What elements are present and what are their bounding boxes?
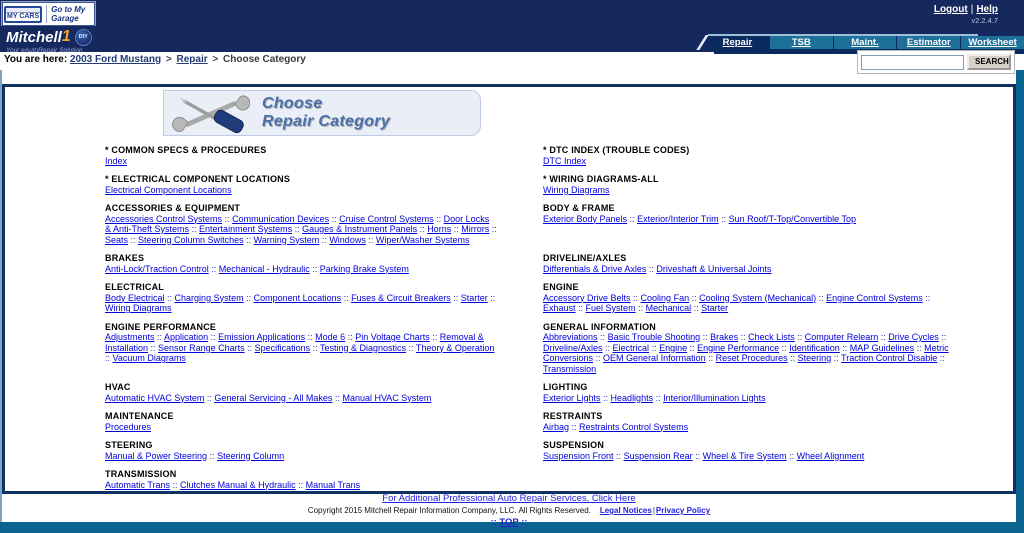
link-separator: :: bbox=[319, 234, 330, 245]
tab-tsb[interactable]: TSB bbox=[769, 36, 833, 49]
link-separator: :: bbox=[406, 342, 416, 353]
link-separator: :: bbox=[692, 450, 703, 461]
category-link[interactable]: Engine Performance bbox=[697, 342, 780, 353]
link-separator: :: bbox=[831, 353, 842, 363]
main-tab-bar bbox=[706, 36, 1024, 49]
category-link[interactable]: Component Locations bbox=[253, 292, 342, 303]
category-link[interactable]: Adjustments bbox=[105, 332, 155, 342]
category-link[interactable]: Wiring Diagrams bbox=[543, 184, 610, 195]
category-link[interactable]: DTC Index bbox=[543, 155, 587, 166]
privacy-policy-link[interactable]: Privacy Policy bbox=[655, 506, 711, 515]
category-link[interactable]: Wheel Alignment bbox=[796, 450, 865, 461]
link-separator: :: bbox=[787, 353, 798, 363]
category-link[interactable]: Clutches Manual & Hydraulic bbox=[180, 479, 296, 490]
category-links bbox=[105, 264, 497, 275]
category-link[interactable]: Metric Conversions bbox=[543, 342, 949, 363]
link-separator: :: bbox=[569, 421, 580, 432]
category-link[interactable]: Gauges & Instrument Panels bbox=[302, 224, 418, 234]
link-separator: :: bbox=[417, 224, 428, 234]
link-separator: :: bbox=[148, 342, 159, 353]
category-grid bbox=[105, 145, 955, 490]
category-link[interactable]: Emission Applications bbox=[218, 332, 306, 342]
category-link[interactable]: Abbreviations bbox=[543, 332, 598, 342]
garage-button-label: Go to My Garage bbox=[46, 5, 91, 23]
footer-copyright-line bbox=[2, 506, 1016, 515]
session-links bbox=[934, 4, 998, 15]
tab-repair[interactable]: Repair bbox=[706, 36, 769, 49]
category-link[interactable]: Identification bbox=[789, 342, 840, 353]
category-cell bbox=[105, 382, 497, 403]
link-separator: :: bbox=[305, 332, 316, 342]
link-separator: :: bbox=[630, 292, 641, 303]
category-links bbox=[105, 214, 497, 246]
category-link[interactable]: Pin Voltage Charts bbox=[355, 332, 430, 342]
link-separator: :: bbox=[292, 224, 303, 234]
link-separator: :: bbox=[597, 332, 608, 342]
search-button[interactable]: SEARCH bbox=[967, 54, 1011, 70]
category-links bbox=[105, 480, 497, 491]
category-link[interactable]: Warning System bbox=[253, 234, 320, 245]
help-link[interactable]: Help bbox=[976, 4, 998, 15]
link-separator: :: bbox=[839, 342, 850, 353]
category-link[interactable]: Seats bbox=[105, 234, 129, 245]
link-separator: :: bbox=[450, 292, 461, 303]
category-link[interactable]: Testing & Diagnostics bbox=[319, 342, 407, 353]
globe-diy-icon: DIY bbox=[75, 29, 92, 46]
category-link[interactable]: Suspension Front bbox=[543, 450, 614, 461]
my-cars-label: MY CARS bbox=[7, 12, 40, 20]
category-link[interactable]: Accessories Control Systems bbox=[105, 213, 223, 224]
category-link[interactable]: Accessory Drive Belts bbox=[543, 292, 631, 303]
link-separator: :: bbox=[635, 303, 646, 313]
category-link[interactable]: Procedures bbox=[105, 421, 152, 432]
breadcrumb bbox=[4, 54, 306, 65]
category-link[interactable]: Driveline/Axles bbox=[543, 342, 603, 353]
category-links bbox=[543, 422, 955, 433]
category-link[interactable]: Automatic Trans bbox=[105, 479, 171, 490]
link-separator: :: bbox=[779, 342, 790, 353]
breadcrumb-repair-link[interactable]: Repair bbox=[176, 54, 208, 65]
category-link[interactable]: Index bbox=[105, 155, 128, 166]
category-link[interactable]: Mechanical - Hydraulic bbox=[218, 263, 310, 274]
brand-tagline: Your eAutoRepair Solution bbox=[6, 47, 83, 54]
link-separator: :: bbox=[738, 332, 749, 342]
category-link[interactable]: Specifications bbox=[254, 342, 311, 353]
category-cell bbox=[543, 174, 955, 195]
category-link[interactable]: Body Electrical bbox=[105, 292, 165, 303]
category-link[interactable]: Anti-Lock/Traction Control bbox=[105, 263, 209, 274]
category-heading: BODY & FRAME bbox=[543, 203, 615, 213]
link-separator: :: bbox=[922, 292, 931, 303]
category-link[interactable]: Sensor Range Charts bbox=[158, 342, 245, 353]
link-separator: :: bbox=[718, 213, 729, 224]
tab-estimator[interactable]: Estimator bbox=[896, 36, 960, 49]
category-cell bbox=[105, 203, 497, 245]
link-separator: :: bbox=[243, 234, 254, 245]
page-title-line1: Choose bbox=[262, 95, 323, 112]
category-link[interactable]: Mirrors bbox=[461, 224, 490, 234]
category-heading: RESTRAINTS bbox=[543, 411, 603, 421]
category-link[interactable]: Restraints Control Systems bbox=[579, 421, 689, 432]
category-links bbox=[543, 185, 955, 196]
link-separator: :: bbox=[687, 342, 698, 353]
category-link[interactable]: Engine bbox=[659, 342, 688, 353]
category-heading: ACCESSORIES & EQUIPMENT bbox=[105, 203, 241, 213]
category-cell bbox=[543, 253, 955, 274]
category-heading: LIGHTING bbox=[543, 382, 588, 392]
category-heading: GENERAL INFORMATION bbox=[543, 321, 656, 332]
link-separator: :: bbox=[189, 224, 200, 234]
category-link[interactable]: Wiper/Washer Systems bbox=[375, 234, 470, 245]
category-links bbox=[105, 185, 497, 196]
link-separator: :: bbox=[489, 224, 497, 234]
mitchell1-logo bbox=[6, 28, 92, 54]
category-link[interactable]: Application bbox=[164, 332, 209, 342]
link-separator: :: bbox=[602, 342, 613, 353]
category-link[interactable]: General Servicing - All Makes bbox=[214, 392, 333, 403]
category-links bbox=[105, 393, 497, 404]
breadcrumb-separator: > bbox=[212, 54, 219, 65]
link-separator: :: bbox=[451, 224, 462, 234]
category-link[interactable]: Exterior/Interior Trim bbox=[637, 213, 719, 224]
crossed-tools-icon bbox=[172, 93, 250, 133]
link-separator: :: bbox=[914, 342, 925, 353]
category-link[interactable]: Vacuum Diagrams bbox=[112, 353, 186, 363]
my-cars-plate-icon bbox=[4, 6, 42, 23]
category-links bbox=[543, 214, 955, 225]
category-link[interactable]: Differentials & Drive Axles bbox=[543, 263, 647, 274]
category-link[interactable]: Removal & Installation bbox=[105, 332, 484, 353]
category-heading: ELECTRICAL bbox=[105, 282, 164, 292]
link-separator: :: bbox=[429, 332, 440, 342]
link-separator: :: bbox=[487, 292, 496, 303]
search-box bbox=[857, 50, 1015, 74]
category-link[interactable]: Parking Brake System bbox=[319, 263, 409, 274]
copyright-text: Copyright 2015 Mitchell Repair Information Company, LLC. All Rights Reserved. bbox=[307, 506, 591, 515]
category-link[interactable]: Communication Devices bbox=[232, 213, 330, 224]
category-cell bbox=[543, 440, 955, 461]
category-heading: * DTC INDEX (TROUBLE CODES) bbox=[543, 145, 690, 155]
category-link[interactable]: Steering bbox=[797, 353, 832, 363]
link-separator: :: bbox=[700, 332, 711, 342]
brand-one: 1 bbox=[61, 28, 71, 45]
category-links bbox=[105, 422, 497, 433]
category-link[interactable]: Suspension Rear bbox=[623, 450, 693, 461]
category-links bbox=[543, 451, 955, 462]
category-links bbox=[543, 156, 955, 167]
category-cell bbox=[543, 469, 955, 490]
breadcrumb-current-page: Choose Category bbox=[223, 54, 306, 65]
category-link[interactable]: Cooling Fan bbox=[640, 292, 690, 303]
page-right-frame bbox=[1016, 70, 1024, 533]
link-separator: :: bbox=[794, 332, 805, 342]
footer bbox=[2, 493, 1016, 528]
category-link[interactable]: Wheel & Tire System bbox=[702, 450, 787, 461]
category-cell bbox=[105, 253, 497, 274]
category-cell bbox=[105, 322, 497, 375]
category-link[interactable]: MAP Guidelines bbox=[849, 342, 915, 353]
link-separator: :: bbox=[208, 263, 219, 274]
category-heading: * ELECTRICAL COMPONENT LOCATIONS bbox=[105, 174, 291, 184]
category-cell bbox=[543, 322, 955, 375]
category-link[interactable]: Steering Column Switches bbox=[138, 234, 244, 245]
link-separator: :: bbox=[243, 292, 254, 303]
category-link[interactable]: Steering Column bbox=[217, 450, 285, 461]
category-link[interactable]: Starter bbox=[701, 303, 729, 313]
category-heading: MAINTENANCE bbox=[105, 411, 174, 421]
category-heading: HVAC bbox=[105, 382, 131, 392]
category-link[interactable]: OEM General Information bbox=[603, 353, 706, 363]
category-link[interactable]: Check Lists bbox=[748, 332, 795, 342]
link-separator: :: bbox=[705, 353, 716, 363]
link-separator: :: bbox=[937, 353, 945, 363]
category-heading: SUSPENSION bbox=[543, 440, 605, 450]
category-heading: * COMMON SPECS & PROCEDURES bbox=[105, 145, 267, 155]
link-separator: :: bbox=[164, 292, 175, 303]
category-link[interactable]: Exhaust bbox=[543, 303, 576, 313]
link-separator: :: bbox=[345, 332, 356, 342]
link-separator: :: bbox=[329, 213, 340, 224]
main-content-panel bbox=[2, 84, 1016, 494]
category-links bbox=[105, 156, 497, 167]
category-heading: TRANSMISSION bbox=[105, 469, 177, 479]
link-separator: :: bbox=[613, 450, 624, 461]
category-link[interactable]: Exterior Body Panels bbox=[543, 213, 628, 224]
category-links bbox=[543, 393, 955, 404]
category-links bbox=[543, 264, 955, 275]
category-cell bbox=[543, 282, 955, 314]
category-link[interactable]: Manual & Power Steering bbox=[105, 450, 208, 461]
category-heading: STEERING bbox=[105, 440, 153, 450]
category-link[interactable]: Interior/Illumination Lights bbox=[663, 392, 766, 403]
category-link[interactable]: Computer Relearn bbox=[804, 332, 879, 342]
category-link[interactable]: Automatic HVAC System bbox=[105, 392, 205, 403]
category-cell bbox=[105, 469, 497, 490]
link-separator: :: bbox=[786, 450, 797, 461]
page-title bbox=[262, 95, 390, 131]
top-header-bar bbox=[0, 0, 1024, 26]
link-separator: :: bbox=[341, 292, 352, 303]
link-separator: :: bbox=[207, 450, 218, 461]
category-links bbox=[105, 451, 497, 462]
top-link[interactable]: TOP bbox=[499, 517, 519, 528]
breadcrumb-prefix: You are here: bbox=[4, 54, 68, 65]
tabstrip-accent-line bbox=[708, 34, 978, 36]
category-heading: ENGINE PERFORMANCE bbox=[105, 321, 217, 332]
category-link[interactable]: Electrical Component Locations bbox=[105, 184, 232, 195]
link-separator: :: bbox=[128, 234, 139, 245]
link-separator: :: bbox=[646, 263, 657, 274]
link-separator: :: bbox=[691, 303, 702, 313]
category-link[interactable]: Starter bbox=[460, 292, 488, 303]
category-link[interactable]: Mode 6 bbox=[315, 332, 346, 342]
tab-worksheet[interactable]: Worksheet bbox=[960, 36, 1024, 49]
category-link[interactable]: Transmission bbox=[543, 363, 597, 374]
link-separator: :: bbox=[154, 332, 165, 342]
category-link[interactable]: Fuses & Circuit Breakers bbox=[351, 292, 451, 303]
legal-notices-link[interactable]: Legal Notices bbox=[599, 506, 652, 515]
link-separator: :: bbox=[653, 392, 664, 403]
category-link[interactable]: Drive Cycles bbox=[888, 332, 939, 342]
brand-text: Mitchell bbox=[6, 28, 62, 46]
breadcrumb-vehicle-link[interactable]: 2003 Ford Mustang bbox=[69, 54, 162, 65]
category-link[interactable]: Sun Roof/T-Top/Convertible Top bbox=[728, 213, 856, 224]
category-link[interactable]: Basic Trouble Shooting bbox=[607, 332, 701, 342]
category-cell bbox=[543, 203, 955, 245]
link-separator: :: bbox=[649, 342, 660, 353]
link-separator: :: bbox=[689, 292, 700, 303]
category-cell bbox=[105, 440, 497, 461]
category-link[interactable]: Fuel System bbox=[585, 303, 636, 313]
link-separator: :: bbox=[105, 353, 113, 363]
tab-maint[interactable]: Maint. bbox=[833, 36, 897, 49]
pipe-separator: | bbox=[652, 506, 655, 515]
category-links bbox=[543, 293, 955, 314]
category-link[interactable]: Charging System bbox=[174, 292, 244, 303]
footer-services-line bbox=[2, 493, 1016, 504]
category-cell bbox=[543, 382, 955, 403]
link-separator: :: bbox=[244, 342, 255, 353]
category-link[interactable]: Horns bbox=[427, 224, 452, 234]
category-link[interactable]: Headlights bbox=[610, 392, 654, 403]
link-separator: :: bbox=[310, 342, 320, 353]
category-heading: ENGINE bbox=[543, 282, 579, 292]
category-heading: BRAKES bbox=[105, 253, 145, 263]
category-link[interactable]: Mechanical bbox=[645, 303, 692, 313]
pipe-separator: | bbox=[970, 4, 974, 15]
link-separator: :: bbox=[433, 213, 444, 224]
category-link[interactable]: Door Locks & Anti-Theft Systems bbox=[105, 213, 490, 234]
category-links bbox=[105, 332, 497, 364]
category-link[interactable]: Airbag bbox=[543, 421, 570, 432]
category-cell bbox=[105, 282, 497, 314]
link-separator: :: bbox=[295, 479, 306, 490]
top-link-post: :: bbox=[518, 517, 528, 528]
category-link[interactable]: Electrical bbox=[612, 342, 650, 353]
link-separator: :: bbox=[627, 213, 638, 224]
category-link[interactable]: Traction Control Disable bbox=[841, 353, 938, 363]
breadcrumb-separator: > bbox=[165, 54, 172, 65]
footer-top-line bbox=[2, 517, 1016, 528]
category-link[interactable]: Manual HVAC System bbox=[342, 392, 432, 403]
link-separator: :: bbox=[208, 332, 219, 342]
link-separator: :: bbox=[878, 332, 889, 342]
link-separator: :: bbox=[816, 292, 827, 303]
category-link[interactable]: Entertainment Systems bbox=[199, 224, 293, 234]
link-separator: :: bbox=[309, 263, 320, 274]
category-link[interactable]: Cooling System (Mechanical) bbox=[699, 292, 817, 303]
category-heading: DRIVELINE/AXLES bbox=[543, 253, 627, 263]
category-link[interactable]: Manual Trans bbox=[305, 479, 361, 490]
category-link[interactable]: Windows bbox=[329, 234, 366, 245]
link-separator: :: bbox=[575, 303, 586, 313]
additional-services-link[interactable]: For Additional Professional Auto Repair Services, Click Here bbox=[382, 493, 636, 504]
category-link[interactable]: Engine Control Systems bbox=[826, 292, 923, 303]
go-to-my-garage-button[interactable] bbox=[1, 1, 96, 27]
category-links bbox=[543, 332, 955, 374]
category-cell bbox=[105, 174, 497, 195]
link-separator: :: bbox=[600, 392, 611, 403]
link-separator: :: bbox=[222, 213, 233, 224]
category-link[interactable]: Wiring Diagrams bbox=[105, 303, 172, 313]
page-title-line2: Repair Category bbox=[262, 113, 391, 130]
category-link[interactable]: Reset Procedures bbox=[715, 353, 788, 363]
category-link[interactable]: Exterior Lights bbox=[543, 392, 601, 403]
category-link[interactable]: Cruise Control Systems bbox=[339, 213, 434, 224]
top-link-pre: :: bbox=[490, 517, 500, 528]
category-cell bbox=[105, 411, 497, 432]
link-separator: :: bbox=[332, 392, 343, 403]
category-cell bbox=[105, 145, 497, 166]
category-link[interactable]: Theory & Operation bbox=[415, 342, 495, 353]
link-separator: :: bbox=[593, 353, 604, 363]
category-cell bbox=[543, 411, 955, 432]
title-banner bbox=[163, 90, 481, 136]
link-separator: :: bbox=[365, 234, 376, 245]
link-separator: :: bbox=[170, 479, 181, 490]
category-link[interactable]: Driveshaft & Universal Joints bbox=[656, 263, 772, 274]
link-separator: :: bbox=[204, 392, 215, 403]
category-heading: * WIRING DIAGRAMS-ALL bbox=[543, 174, 659, 184]
category-link[interactable]: Brakes bbox=[710, 332, 739, 342]
logout-link[interactable]: Logout bbox=[933, 4, 968, 15]
link-separator: :: bbox=[938, 332, 947, 342]
version-label: v2.2.4.7 bbox=[971, 16, 998, 25]
search-input[interactable] bbox=[861, 55, 964, 70]
category-links bbox=[105, 293, 497, 314]
category-cell bbox=[543, 145, 955, 166]
